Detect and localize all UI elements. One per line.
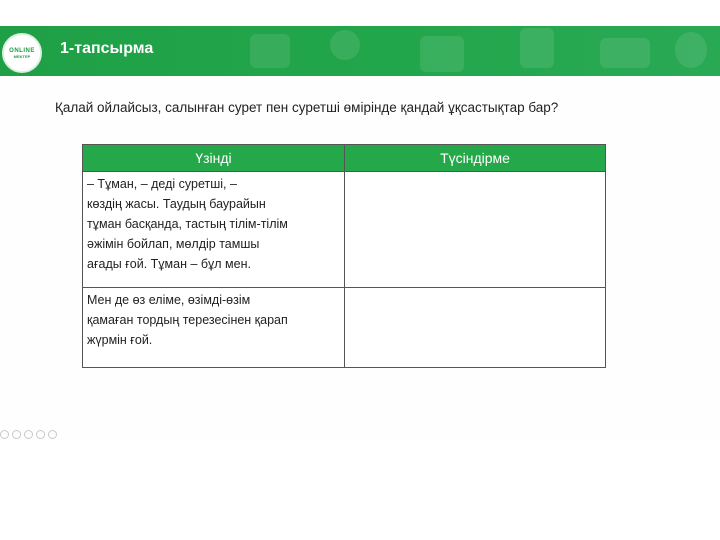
explanation-cell[interactable]	[345, 172, 606, 288]
excerpt-cell: – Тұман, – деді суретші, – көздің жасы. Таудың баурайын тұман басқанда, тастың тілім-тілім әжімін бойлап, мөлдір тамшы ағады ғой. Тұман – бұл мен.	[83, 172, 345, 288]
task-table	[82, 144, 606, 368]
logo-text-line2: MEKTEP	[13, 53, 31, 59]
explanation-cell[interactable]	[345, 288, 606, 368]
table-header-row	[83, 145, 606, 172]
excerpt-cell: Мен де өз еліме, өзімді-өзім қамаған тордың терезесінен қарап жүрмін ғой.	[83, 288, 345, 368]
table-row	[83, 172, 606, 288]
column-header-excerpt: Үзінді	[83, 145, 345, 172]
table-row	[83, 288, 606, 368]
record-icon[interactable]	[24, 430, 33, 439]
top-strip	[0, 0, 720, 26]
settings-icon[interactable]	[36, 430, 45, 439]
page-title: 1-тапсырма	[60, 40, 154, 57]
zoom-out-icon[interactable]	[0, 430, 9, 439]
column-header-explanation: Түсіндірме	[345, 145, 606, 172]
question-text: Қалай ойлайсыз, салынған сурет пен суретші өмірінде қандай ұқсастықтар бар?	[55, 100, 559, 115]
zoom-in-icon[interactable]	[12, 430, 21, 439]
logo-text-line1: ONLINE	[9, 47, 35, 54]
player-controls	[0, 430, 57, 439]
fullscreen-icon[interactable]	[48, 430, 57, 439]
online-mektep-logo	[2, 33, 42, 73]
